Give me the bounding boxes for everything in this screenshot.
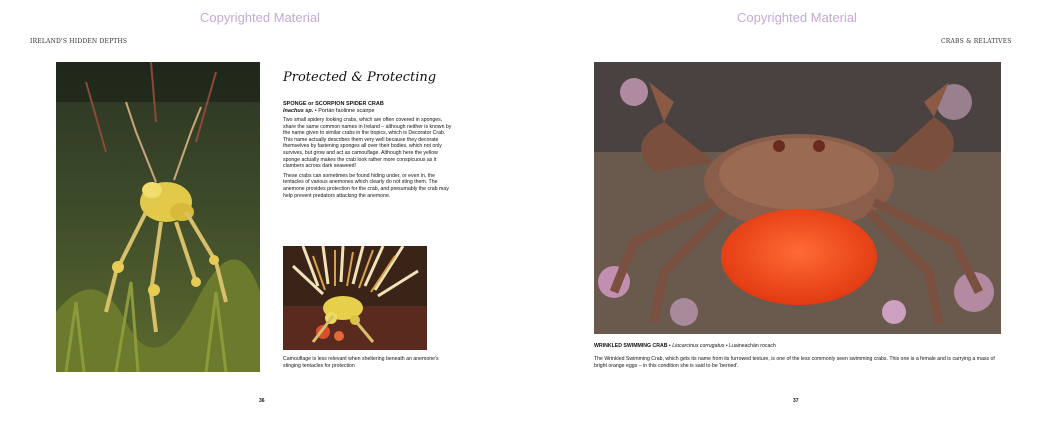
species-block <box>283 101 453 202</box>
paragraph-2: These crabs can sometimes be found hiding under, or even in, the tentacles of various anemones which clearly do not sting them. The anemone provides protection for the crab, and presumably the crab may help prevent predators attacking the anemone. <box>283 172 449 199</box>
section-heading: Protected & Protecting <box>283 70 437 85</box>
spider-crab-photo <box>56 62 260 372</box>
right-caption-text: The Wrinkled Swimming Crab, which gets its name from its furrowed texture, is one of the less commonly seen swimming crabs. This one is a female and is carrying a mass of bright orange eggs – in this condition she is said to be 'berried'. <box>594 356 995 369</box>
left-caption: Camouflage is less relevant when sheltering beneath an anemone's stinging tentacles for protection <box>283 356 439 369</box>
running-head-right: CRABS & RELATIVES <box>941 38 1012 45</box>
species-name: SPONGE or SCORPION SPIDER CRAB <box>283 101 384 107</box>
watermark-left: Copyrighted Material <box>200 10 320 25</box>
caption-latin: Liocarcinus corrugatus <box>672 343 725 349</box>
species-latin: Inachus sp. <box>283 108 314 114</box>
anemone-crab-photo <box>283 246 427 350</box>
caption-title: WRINKLED SWIMMING CRAB <box>594 343 668 349</box>
watermark-right: Copyrighted Material <box>737 10 857 25</box>
right-page <box>529 0 1058 429</box>
running-head-left: IRELAND'S HIDDEN DEPTHS <box>30 38 128 45</box>
page-number-left: 36 <box>259 398 265 404</box>
paragraph-1: Two small spidery looking crabs, which are often covered in sponges, share the same common names in Ireland – although neither is known by the name given to similar crabs in the tropics, which is Decorator Crab. This name actually describes them very well because they decorate themselves by fastening sponges all over their bodies, which not only survives, but grow and act as camouflage. Although here the yellow sponge actually makes the crab look rather more conspicuous as it clambers across dark seaweed! <box>283 117 452 170</box>
body-text <box>283 117 453 199</box>
caption-irish: • Luaineachán rocach <box>724 343 776 349</box>
swimming-crab-photo <box>594 62 1001 334</box>
right-caption-title-line: WRINKLED SWIMMING CRAB • Liocarcinus corrugatus • Luaineachán rocach <box>594 343 776 349</box>
species-latin-line <box>283 108 453 115</box>
species-irish: • Portán faolinne scairpe <box>313 108 375 114</box>
page-number-right: 37 <box>793 398 799 404</box>
